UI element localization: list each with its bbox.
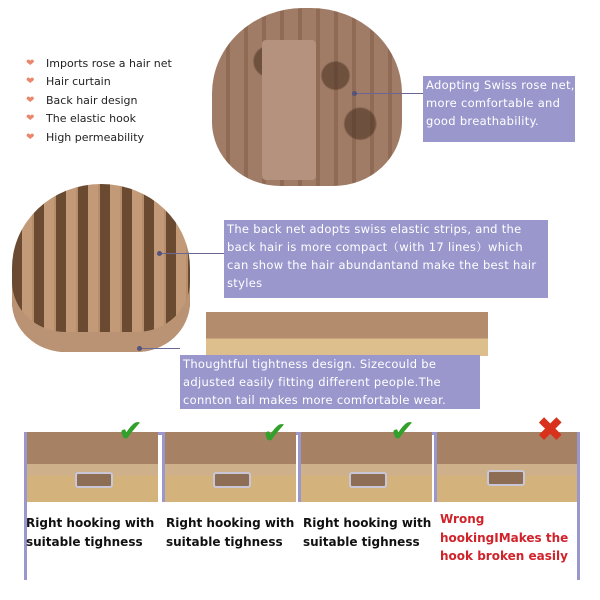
hook-icon <box>213 472 251 488</box>
comparison-label: Right hooking with suitable tighness <box>166 516 295 549</box>
wrong-hook-label: Wrong hookingIMakes the hook broken easily <box>440 512 569 564</box>
adjustable-strap-photo <box>206 312 488 356</box>
feature-list <box>26 54 216 147</box>
comparison-label: Right hooking with suitable tighness <box>26 516 155 549</box>
connector-line <box>140 348 180 349</box>
check-icon: ✔ <box>390 414 416 449</box>
comparison-label: Right hooking with suitable tighness <box>303 516 432 549</box>
feature-label: The elastic hook <box>46 112 136 126</box>
heart-icon: ❤ <box>26 113 35 125</box>
feature-item <box>26 73 216 92</box>
feature-label: High permeability <box>46 130 145 144</box>
cross-icon: ✖ <box>536 410 565 450</box>
connector-dot <box>352 91 357 96</box>
feature-item <box>26 91 216 110</box>
heart-icon: ❤ <box>26 76 35 88</box>
feature-item <box>26 54 216 73</box>
connector-dot <box>137 346 142 351</box>
feature-label: Hair curtain <box>46 75 111 89</box>
hook-icon <box>349 472 387 488</box>
wig-cap-back-photo <box>12 184 190 352</box>
tightness-callout: Thoughtful tightness design. Sizecould be adjusted easily fitting different people.The connton tail makes more comfortable wear. <box>180 355 480 409</box>
swiss-net-callout: Adopting Swiss rose net, more comfortable and good breathability. <box>423 76 575 142</box>
hook-icon <box>487 470 525 486</box>
heart-icon: ❤ <box>26 57 35 69</box>
back-net-callout: The back net adopts swiss elastic strips, and the back hair is more compact（with 17 lines）which can show the hair abundantand make the best hair styles <box>224 220 548 298</box>
check-icon: ✔ <box>262 416 288 451</box>
heart-icon: ❤ <box>26 131 35 143</box>
feature-item <box>26 128 216 147</box>
feature-item <box>26 110 216 129</box>
connector-line <box>160 253 224 254</box>
heart-icon: ❤ <box>26 94 35 106</box>
wig-cap-center-band <box>262 40 316 180</box>
feature-label: Back hair design <box>46 93 138 107</box>
hook-icon <box>75 472 113 488</box>
check-icon: ✔ <box>118 414 144 449</box>
feature-label: Imports rose a hair net <box>46 56 172 70</box>
connector-dot <box>157 251 162 256</box>
connector-line <box>355 93 423 94</box>
